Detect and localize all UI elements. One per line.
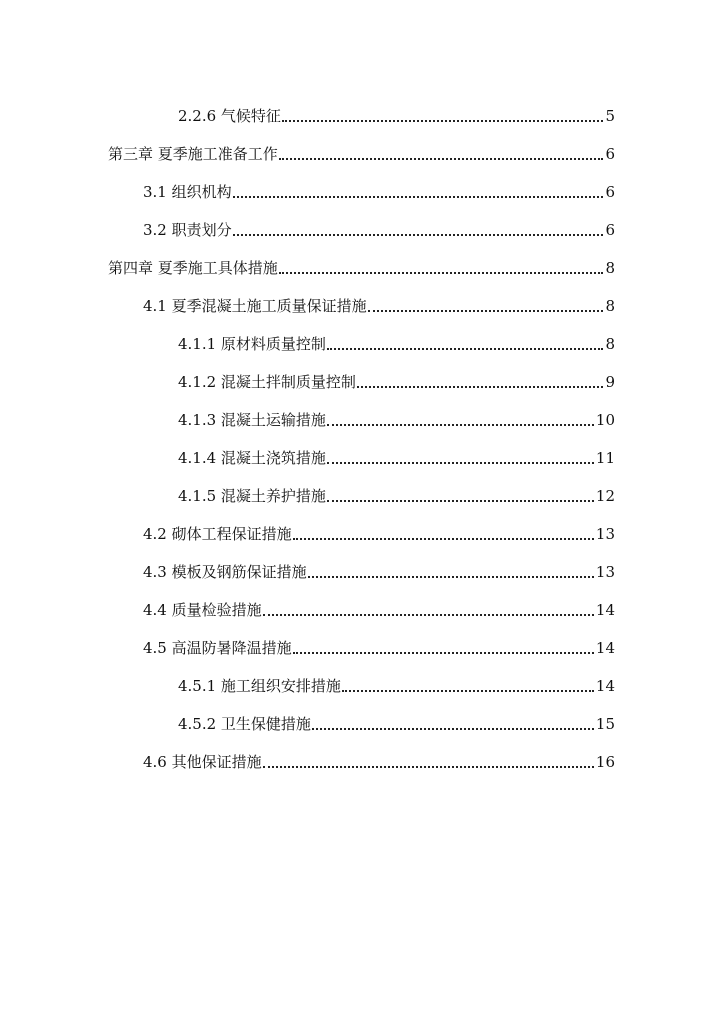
toc-dot-leader	[327, 499, 594, 502]
toc-entry-title: 第四章 夏季施工具体措施	[108, 259, 278, 277]
toc-dot-leader	[308, 575, 594, 578]
toc-entry-4-1-5[interactable]	[178, 484, 615, 506]
toc-entry-title: 3.1 组织机构	[143, 183, 232, 201]
toc-entry-title: 4.1.2 混凝土拌制质量控制	[178, 373, 356, 391]
toc-page-number: 8	[605, 335, 615, 353]
toc-dot-leader	[293, 651, 594, 654]
toc-entry-4-5-1[interactable]	[178, 674, 615, 696]
toc-entry-title: 4.2 砌体工程保证措施	[143, 525, 292, 543]
toc-page-number: 14	[595, 639, 615, 657]
toc-entry-title: 4.5.1 施工组织安排措施	[178, 677, 341, 695]
toc-entry-4-1-4[interactable]	[178, 446, 615, 468]
toc-dot-leader	[279, 157, 604, 160]
toc-entry-title: 4.1.3 混凝土运输措施	[178, 411, 326, 429]
toc-page-number: 8	[605, 259, 615, 277]
toc-page-number: 15	[595, 715, 615, 733]
toc-dot-leader	[327, 423, 594, 426]
toc-page-number: 12	[595, 487, 615, 505]
toc-entry-title: 4.1 夏季混凝土施工质量保证措施	[143, 297, 367, 315]
toc-page-number: 10	[595, 411, 615, 429]
toc-entry-4-1-1[interactable]	[178, 332, 615, 354]
toc-entry-4-5[interactable]	[143, 636, 615, 658]
toc-dot-leader	[282, 119, 604, 122]
toc-page-number: 14	[595, 677, 615, 695]
toc-entry-4-1[interactable]	[143, 294, 615, 316]
toc-entry-title: 4.1.1 原材料质量控制	[178, 335, 326, 353]
toc-page-number: 13	[595, 525, 615, 543]
toc-dot-leader	[368, 309, 604, 312]
toc-dot-leader	[233, 195, 604, 198]
toc-dot-leader	[263, 765, 594, 768]
toc-entry-title: 3.2 职责划分	[143, 221, 232, 239]
toc-entry-4-4[interactable]	[143, 598, 615, 620]
toc-entry-3-2[interactable]	[143, 218, 615, 240]
toc-entry-title: 4.6 其他保证措施	[143, 753, 262, 771]
toc-page-number: 6	[605, 183, 615, 201]
toc-dot-leader	[293, 537, 594, 540]
toc-entry-title: 4.5 高温防暑降温措施	[143, 639, 292, 657]
toc-entry-4-1-3[interactable]	[178, 408, 615, 430]
toc-entry-title: 第三章 夏季施工准备工作	[108, 145, 278, 163]
toc-entry-title: 4.5.2 卫生保健措施	[178, 715, 311, 733]
toc-entry-4-5-2[interactable]	[178, 712, 615, 734]
toc-page-number: 5	[605, 107, 615, 125]
toc-entry-title: 4.4 质量检验措施	[143, 601, 262, 619]
toc-page-number: 6	[605, 145, 615, 163]
toc-page-number: 9	[605, 373, 615, 391]
toc-dot-leader	[233, 233, 604, 236]
toc-entry-2-2-6[interactable]	[178, 104, 615, 126]
toc-dot-leader	[263, 613, 594, 616]
toc-entry-title: 4.3 模板及钢筋保证措施	[143, 563, 307, 581]
toc-entry-4-6[interactable]	[143, 750, 615, 772]
toc-entry-4-3[interactable]	[143, 560, 615, 582]
toc-page-number: 13	[595, 563, 615, 581]
toc-dot-leader	[342, 689, 594, 692]
toc-page-number: 6	[605, 221, 615, 239]
toc-dot-leader	[327, 347, 604, 350]
toc-entry-3-1[interactable]	[143, 180, 615, 202]
toc-entry-chapter-3[interactable]	[108, 142, 615, 164]
toc-entry-chapter-4[interactable]	[108, 256, 615, 278]
toc-page-number: 8	[605, 297, 615, 315]
toc-page-number: 14	[595, 601, 615, 619]
toc-entry-title: 4.1.4 混凝土浇筑措施	[178, 449, 326, 467]
toc-dot-leader	[312, 727, 594, 730]
toc-entry-4-1-2[interactable]	[178, 370, 615, 392]
toc-page-number: 16	[595, 753, 615, 771]
toc-page-number: 11	[595, 449, 615, 467]
toc-dot-leader	[327, 461, 594, 464]
toc-entry-title: 2.2.6 气候特征	[178, 107, 281, 125]
toc-dot-leader	[279, 271, 604, 274]
toc-entry-title: 4.1.5 混凝土养护措施	[178, 487, 326, 505]
toc-dot-leader	[357, 385, 604, 388]
toc-entry-4-2[interactable]	[143, 522, 615, 544]
